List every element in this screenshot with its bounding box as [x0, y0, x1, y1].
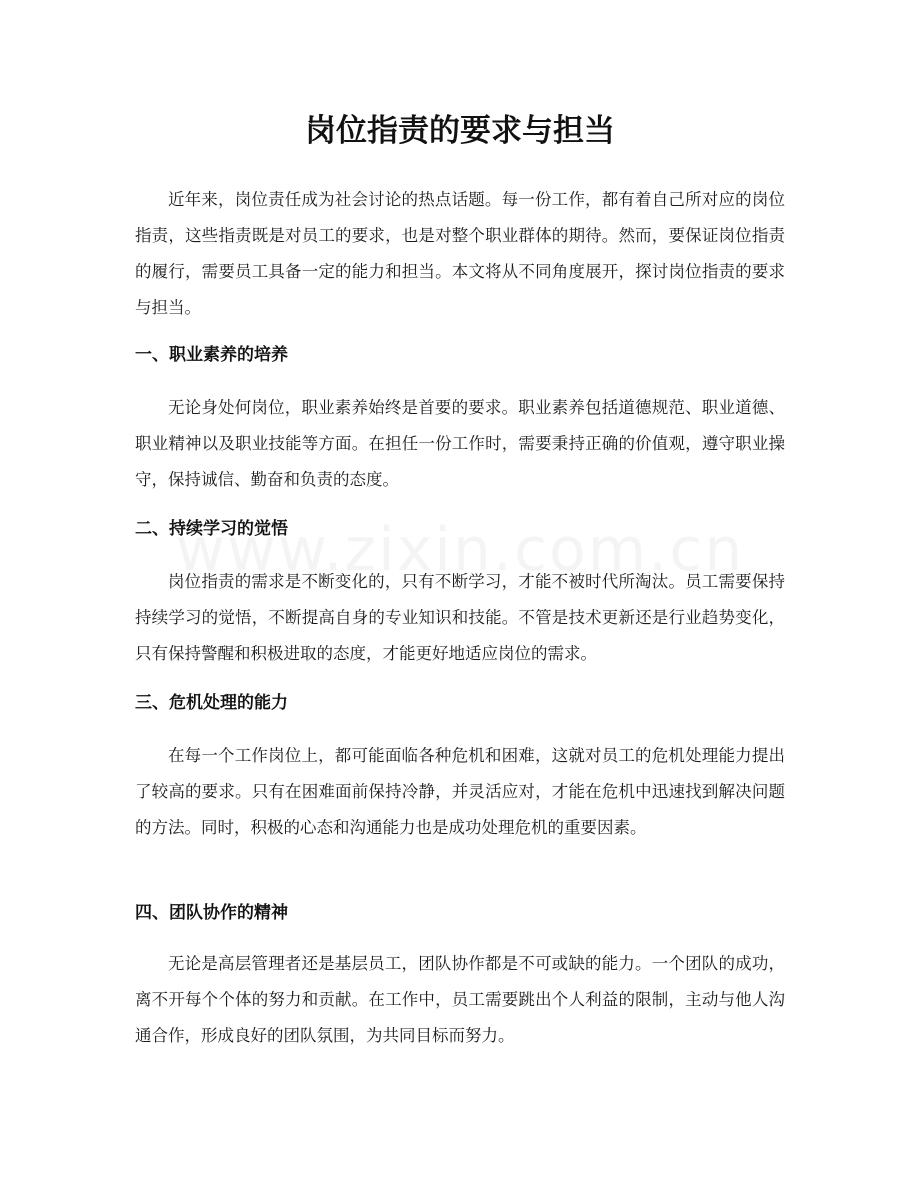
section-heading-2: 二、持续学习的觉悟 — [135, 519, 288, 539]
section-body-4: 无论是高层管理者还是基层员工，团队协作都是不可或缺的能力。一个团队的成功，离不开每个个体的努力和贡献。在工作中，员工需要跳出个人利益的限制，主动与他人沟通合作，形成良好的团队氛围，为共同目标而努力。 — [135, 954, 785, 1045]
section-heading-4: 四、团队协作的精神 — [135, 903, 288, 923]
section-body-1: 无论身处何岗位，职业素养始终是首要的要求。职业素养包括道德规范、职业道德、职业精神以及职业技能等方面。在担任一份工作时，需要秉持正确的价值观，遵守职业操守，保持诚信、勤奋和负责的态度。 — [135, 398, 785, 489]
section-body-3: 在每一个工作岗位上，都可能面临各种危机和困难，这就对员工的危机处理能力提出了较高的要求。只有在困难面前保持冷静，并灵活应对，才能在危机中迅速找到解决问题的方法。同时，积极的心态和沟通能力也是成功处理危机的重要因素。 — [135, 746, 785, 837]
section-heading-3: 三、危机处理的能力 — [135, 693, 288, 713]
section-body-2: 岗位指责的需求是不断变化的，只有不断学习，才能不被时代所淘汰。员工需要保持持续学习的觉悟，不断提高自身的专业知识和技能。不管是技术更新还是行业趋势变化，只有保持警醒和积极进取的态度，才能更好地适应岗位的需求。 — [135, 572, 785, 663]
intro-paragraph: 近年来，岗位责任成为社会讨论的热点话题。每一份工作，都有着自己所对应的岗位指责，这些指责既是对员工的要求，也是对整个职业群体的期待。然而，要保证岗位指责的履行，需要员工具备一定的能力和担当。本文将从不同角度展开，探讨岗位指责的要求与担当。 — [135, 190, 785, 317]
section-heading-1: 一、职业素养的培养 — [135, 345, 288, 365]
document-title: 岗位指责的要求与担当 — [305, 113, 615, 149]
